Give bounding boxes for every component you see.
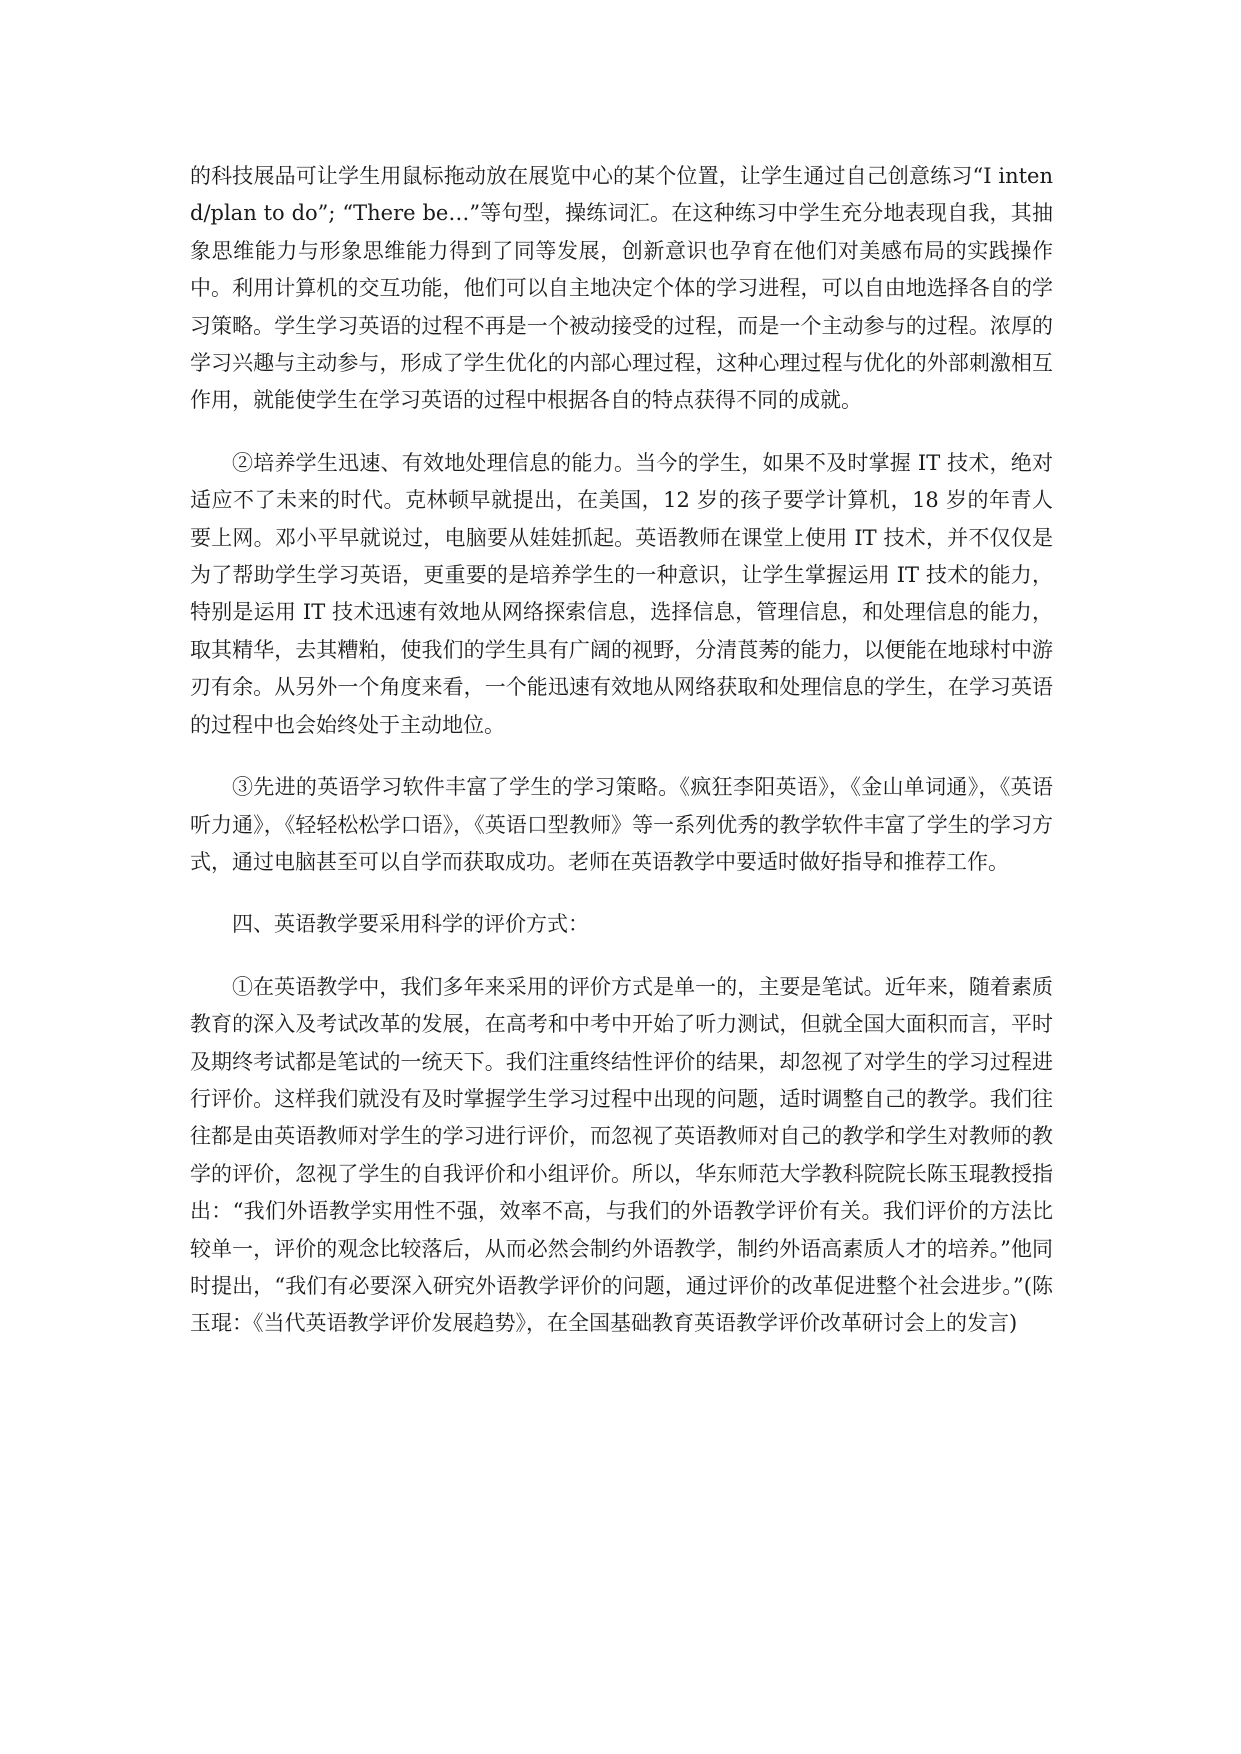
paragraph-learning-software: ③先进的英语学习软件丰富了学生的学习策略。《疯狂李阳英语》，《金山单词通》，《英语听力通》，《轻轻松松学口语》，《英语口型教师》等一系列优秀的教学软件丰富了学生的学习方式，通过电脑甚至可以自学而获取成功。老师在英语教学中要适时做好指导和推荐工作。 [190,775,1053,874]
paragraph-continuation: 的科技展品可让学生用鼠标拖动放在展览中心的某个位置，让学生通过自己创意练习“I intend/plan to do”; “There be…”等句型，操练词汇。在这种练习中学生充分地表现自我，其抽象思维能力与形象思维能力得到了同等发展，创新意识也孕育在他们对美感布局的实践操作中。利用计算机的交互功能，他们可以自主地决定个体的学习进程，可以自由地选择各自的学习策略。学生学习英语的过程不再是一个被动接受的过程，而是一个主动参与的过程。浓厚的学习兴趣与主动参与，形成了学生优化的内部心理过程，这种心理过程与优化的外部刺激相互作用，就能使学生在学习英语的过程中根据各自的特点获得不同的成就。 [190,164,1053,413]
paragraph-info-processing: ②培养学生迅速、有效地处理信息的能力。当今的学生，如果不及时掌握 IT 技术，绝对适应不了未来的时代。克林顿早就提出，在美国，12 岁的孩子要学计算机，18 岁的年青人要上网。邓小平早就说过，电脑要从娃娃抓起。英语教师在课堂上使用 IT 技术，并不仅仅是为了帮助学生学习英语，更重要的是培养学生的一种意识，让学生掌握运用 IT 技术的能力，特别是运用 IT 技术迅速有效地从网络探索信息，选择信息，管理信息，和处理信息的能力，取其精华，去其糟粕，使我们的学生具有广阔的视野，分清莨莠的能力，以便能在地球村中游刃有余。从另外一个角度来看，一个能迅速有效地从网络获取和处理信息的学生，在学习英语的过程中也会始终处于主动地位。 [190,450,1053,737]
section-heading-evaluation: 四、英语教学要采用科学的评价方式： [232,912,589,937]
paragraph-evaluation: ①在英语教学中，我们多年来采用的评价方式是单一的，主要是笔试。近年来，随着素质教育的深入及考试改革的发展，在高考和中考中开始了听力测试，但就全国大面积而言，平时及期终考试都是笔试的一统天下。我们注重终结性评价的结果，却忽视了对学生的学习过程进行评价。这样我们就没有及时掌握学生学习过程中出现的问题，适时调整自己的教学。我们往往都是由英语教师对学生的学习进行评价，而忽视了英语教师对自己的教学和学生对教师的教学的评价，忽视了学生的自我评价和小组评价。所以，华东师范大学教科院院长陈玉琨教授指出：“我们外语教学实用性不强，效率不高，与我们的外语教学评价有关。我们评价的方法比较单一，评价的观念比较落后，从而必然会制约外语教学，制约外语高素质人才的培养。”他同时提出，“我们有必要深入研究外语教学评价的问题，通过评价的改革促进整个社会进步。”(陈玉琨：《当代英语教学评价发展趋势》，在全国基础教育英语教学评价改革研讨会上的发言) [190,974,1053,1336]
document-body [190,158,1053,1343]
